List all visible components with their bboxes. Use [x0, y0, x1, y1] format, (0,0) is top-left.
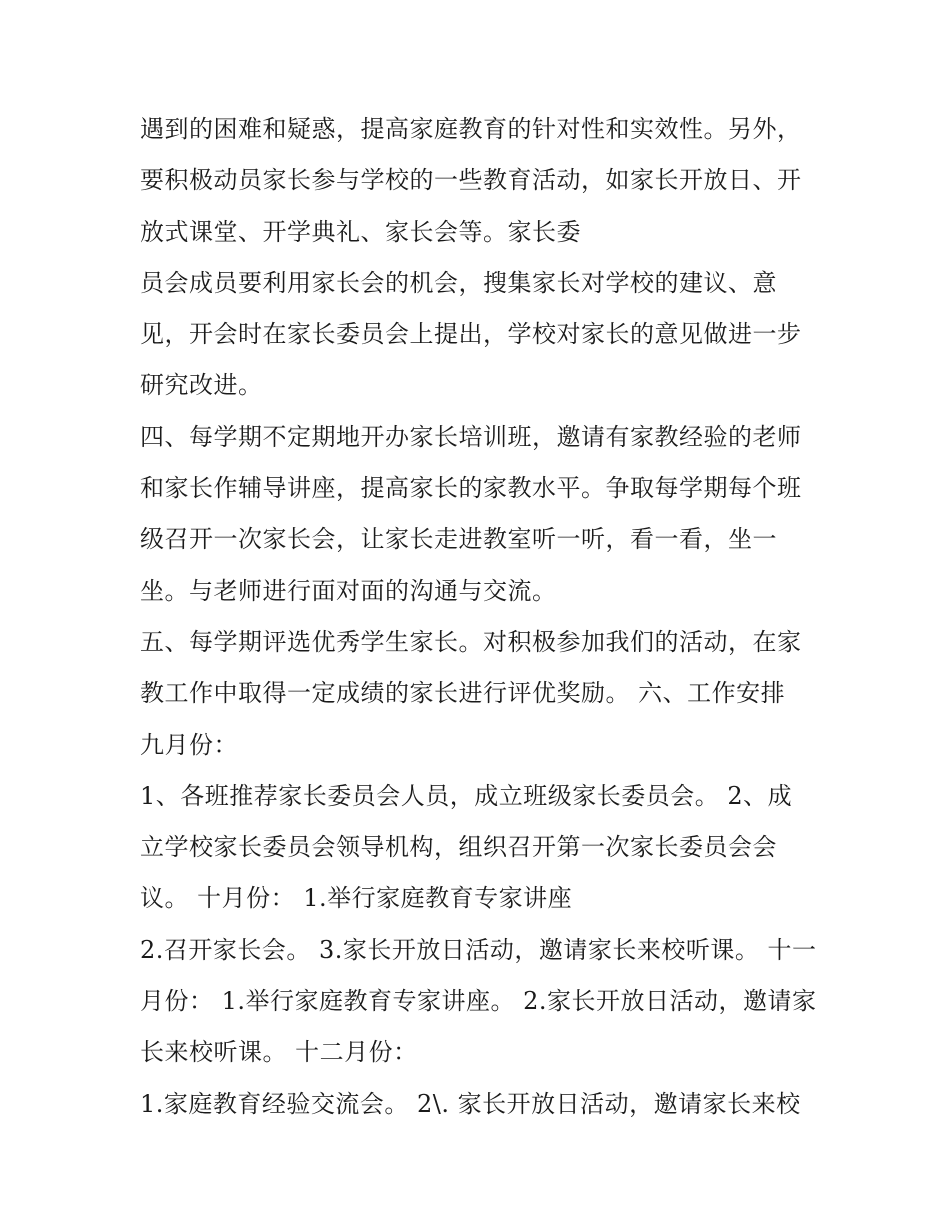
text-line: 2.召开家长会。 3.家长开放日活动，邀请家长来校听课。 十一 [140, 935, 817, 964]
text-line: 级召开一次家长会，让家长走进教室听一听，看一看，坐一 [140, 525, 777, 554]
text-line: 研究改进。 [140, 371, 263, 400]
text-line: 长来校听课。 十二月份： [140, 1038, 418, 1067]
text-line: 九月份： [140, 730, 238, 759]
document-body [140, 104, 830, 1130]
text-line: 月份： 1.举行家庭教育专家讲座。 2.家长开放日活动，邀请家 [140, 987, 817, 1016]
text-line: 员会成员要利用家长会的机会，搜集家长对学校的建议、意 [140, 268, 777, 297]
text-line: 见，开会时在家长委员会上提出，学校对家长的意见做进一步 [140, 320, 802, 349]
text-line: 议。 十月份： 1.举行家庭教育专家讲座 [140, 884, 573, 913]
text-line: 1、各班推荐家长委员会人员，成立班级家长委员会。 2、成 [140, 781, 793, 810]
text-line: 放式课堂、开学典礼、家长会等。家长委 [140, 217, 581, 246]
text-line: 教工作中取得一定成绩的家长进行评优奖励。 六、工作安排 [140, 679, 786, 708]
text-line: 1.家庭教育经验交流会。 2\. 家长开放日活动，邀请家长来校 [140, 1089, 801, 1118]
text-line: 五、每学期评选优秀学生家长。对积极参加我们的活动，在家 [140, 627, 802, 656]
text-line: 四、每学期不定期地开办家长培训班，邀请有家教经验的老师 [140, 422, 802, 451]
text-line: 坐。与老师进行面对面的沟通与交流。 [140, 576, 557, 605]
text-line: 遇到的困难和疑惑，提高家庭教育的针对性和实效性。另外， [140, 115, 802, 143]
text-line: 和家长作辅导讲座，提高家长的家教水平。争取每学期每个班 [140, 474, 802, 503]
text-line: 立学校家长委员会领导机构，组织召开第一次家长委员会会 [140, 833, 777, 862]
text-line: 要积极动员家长参与学校的一些教育活动，如家长开放日、开 [140, 166, 802, 195]
